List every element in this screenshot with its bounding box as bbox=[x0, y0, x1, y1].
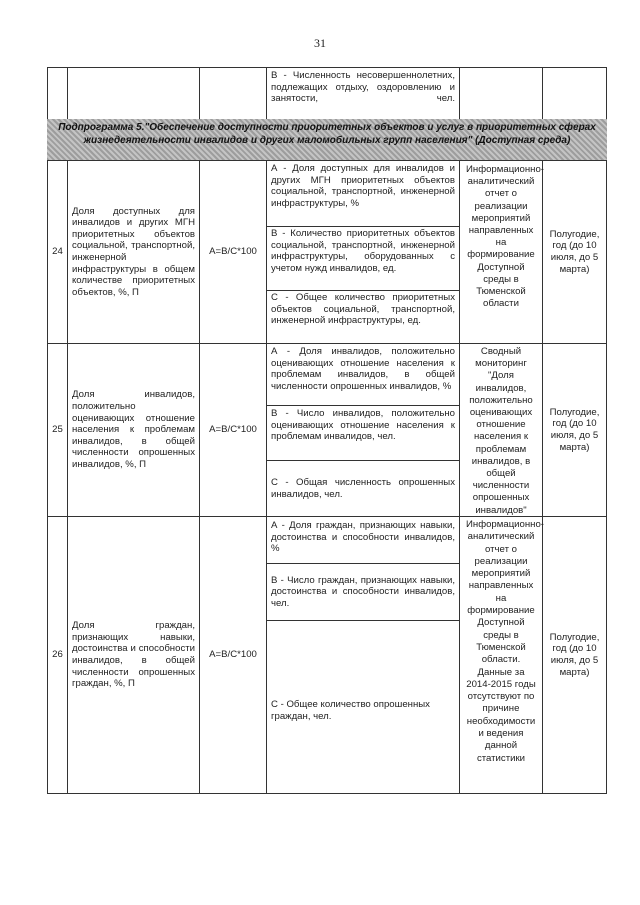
indicator-b: В - Число инвалидов, положительно оценивающих отношение населения к проблемам инвалидов, чел. bbox=[271, 408, 455, 443]
data-source: Сводный мониторинг "Доля инвалидов, положительно оценивающих отношение населения к проблемам инвалидов, в общей численности опрошенных инвалидов" bbox=[469, 346, 533, 516]
formula: A=B/C*100 bbox=[209, 649, 257, 661]
row-number: 24 bbox=[52, 246, 63, 258]
indicator-a: А - Доля доступных для инвалидов и других МГН приоритетных объектов социальной, транспортной, инженерной инфраструктуры, % bbox=[271, 163, 455, 209]
indicator-b: В - Число граждан, признающих навыки, достоинства и способности инвалидов, чел. bbox=[271, 574, 455, 609]
formula: A=B/C*100 bbox=[209, 246, 257, 258]
data-source: Информационно-аналитический отчет о реализации мероприятий направленных на формирование Доступной среды в Тюменской области. Данные за 2014-2015 годы отсутствуют по причине необходимости и ведения данной статистики bbox=[466, 519, 545, 764]
top-row-indicator: В - Численность несовершеннолетних, подлежащих отдыху, оздоровлению и занятости, чел. bbox=[271, 70, 455, 105]
period: Полугодие, год (до 10 июля, до 5 марта) bbox=[549, 631, 600, 678]
subprogram-header: Подпрограмма 5."Обеспечение доступности приоритетных объектов и услуг в приоритетных сферах жизнедеятельности инвалидов и других маломобильных групп населения" (Доступная среда) bbox=[58, 122, 596, 146]
indicator-c: С - Общее количество приоритетных объектов социальной, транспортной, инженерной инфраструктуры, ед. bbox=[271, 292, 455, 327]
data-source: Информационно-аналитический отчет о реализации мероприятий направленных на формирование Доступной среды в Тюменской области bbox=[466, 164, 545, 310]
indicator-a: А - Доля инвалидов, положительно оценивающих отношение населения к проблемам инвалидов, в общей численности опрошенных инвалидов, % bbox=[271, 346, 455, 392]
indicator-name: Доля доступных для инвалидов и других МГН приоритетных объектов социальной, транспортной, инженерной инфраструктуры в общем количестве приоритетных объектов, %, П bbox=[72, 205, 195, 298]
page-number: 31 bbox=[314, 36, 326, 50]
indicator-b: В - Количество приоритетных объектов социальной, транспортной, инженерной инфраструктуры, оборудованных с учетом нужд инвалидов, ед. bbox=[271, 228, 455, 274]
indicator-a: А - Доля граждан, признающих навыки, достоинства и способности инвалидов, % bbox=[271, 520, 455, 555]
period: Полугодие, год (до 10 июля, до 5 марта) bbox=[549, 406, 600, 453]
row-number: 25 bbox=[52, 424, 63, 436]
indicator-c: С - Общая численность опрошенных инвалидов, чел. bbox=[271, 476, 455, 500]
indicator-name: Доля граждан, признающих навыки, достоинства и способности инвалидов, в общей численности опрошенных граждан, %, П bbox=[72, 620, 195, 690]
period: Полугодие, год (до 10 июля, до 5 марта) bbox=[549, 228, 600, 275]
indicator-name: Доля инвалидов, положительно оценивающих отношение населения к проблемам инвалидов, в общей численности опрошенных инвалидов, %, П bbox=[72, 389, 195, 470]
row-number: 26 bbox=[52, 649, 63, 661]
indicator-c: С - Общее количество опрошенных граждан, чел. bbox=[271, 699, 430, 722]
formula: A=B/C*100 bbox=[209, 424, 257, 436]
